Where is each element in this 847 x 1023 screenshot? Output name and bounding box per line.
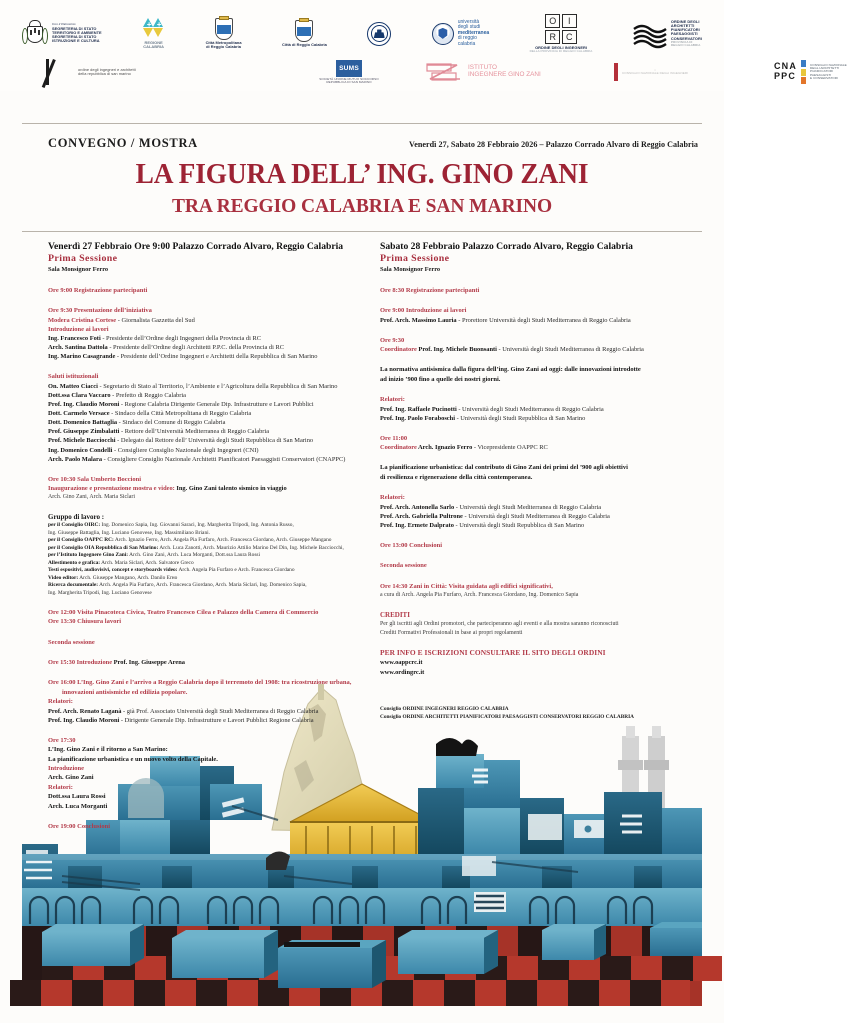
citta-metropolitana-shield-icon (215, 18, 233, 40)
list-item: Prof. Giuseppe Zimbalatti - Rettore dell’Università Mediterranea di Reggio Calabria (48, 428, 270, 436)
universita-mediterranea-text: università degli studi mediterranea di reggio calabria (457, 19, 490, 47)
list-item: per il Consiglio OAPPC RC: Arch. Ignazio Ferro, Arch. Angela Pia Furfaro, Arch. Francesca Giordano, Arch. Giuseppe Mangano (48, 537, 332, 544)
logo-consiglio-nazionale-ingegneri (614, 63, 774, 81)
cnappc-monogram-text: CNA PPC (774, 61, 798, 82)
list-item: Video editor: Arch. Giuseppe Mangano, Arch. Danilo Erно (48, 574, 178, 581)
list-item: Ing. Giuseppe Battaglia, Ing. Luciano Genovese, Ing. Massimiliano Briani. (48, 529, 210, 536)
day-one-moderator: Modera Cristina Cortese - Giornalista Gazzetta del Sud (48, 316, 195, 324)
arcade-band (22, 888, 702, 926)
list-item: Dott. Carmelo Versace - Sindaco della Città Metropolitana di Reggio Calabria (48, 410, 252, 418)
day-one-expo-title: Inaugurazione e presentazione mostra e video: Ing. Gino Zani talento sismico in viaggio (48, 485, 287, 493)
day-one-relatori-label-1730: Relatori: (48, 783, 73, 791)
day-two-topic-930-line1: La normativa antisismica dalla figura dell’ing. Gino Zani ad oggi: dalle innovazioni introdotte (380, 366, 641, 374)
list-item: Prof. Arch. Gabriella Pultrone - Università degli Studi Mediterranea di Reggio Calabria (380, 512, 610, 520)
list-item: per il Consiglio OIRC: Ing. Domenico Sapia, Ing. Giovanni Saraci, Ing. Margherita Tripodi, Ing. Antonia Russo, (48, 522, 294, 529)
list-item: Dott.ssa Clara Vaccaro - Prefetto di Reggio Calabria (48, 391, 186, 399)
list-item: Prof. Ing. Claudio Moroni - Dirigente Generale Dip. Infrastrutture e Lavori Pubblici Regione Calabria (48, 716, 314, 724)
logo-row-bottom (22, 53, 847, 85)
link-oappcrc[interactable]: www.oappcrc.it (380, 659, 423, 667)
list-item: Prof. Ing. Paolo Foraboschi - Università degli Studi Repubblica di San Marino (380, 414, 586, 422)
list-item: per il Consiglio OIA Repubblica di San Marino: Arch. Luca Zanotti, Arch. Maurizio Attilio Marino Del Din, Ing. Michele Bacciocchi, (48, 544, 344, 551)
day-one-greetings-label: Saluti istituzionali (48, 373, 99, 381)
logo-citta-metropolitana (206, 18, 242, 49)
list-item: Ing. Margherita Tripodi, Ing. Luciano Genovese (48, 589, 152, 596)
credits-label: CREDITI (380, 611, 410, 620)
credits-line-1: Per gli iscritti agli Ordini promotori, che parteciperanno agli eventi e alla mostra saranno riconosciuti (380, 621, 619, 628)
day-two-visit-1430: Ore 14:30 Zani in Città: Visita guidata agli edifici significativi, (380, 582, 553, 590)
list-item: Arch. Paolo Malara - Consigliere Consiglio Nazionale Architetti Pianificatori Paesaggisti Conservatori (CNAPPC) (48, 455, 346, 463)
list-item: Testi espositivi, audiovisivi, concept e storyboards video: Arch. Angela Pia Furfaro e Arch. Francesca Giordano (48, 567, 295, 574)
page-title: LA FIGURA DELL’ ING. GINO ZANI (135, 159, 589, 190)
citta-metropolitana-text: Città Metropolitana di Reggio Calabria (205, 39, 242, 50)
list-item: Arch. Santina Dattola - Presidente dell’Ordine degli Architetti P.P.C. della Provincia di RC (48, 344, 284, 352)
logo-universita-seal (367, 22, 391, 46)
day-two-topic-930-line2: ad inizio ’900 fino a quelle dei nostri giorni. (380, 375, 501, 383)
day-one-intro-label-1730: Introduzione (48, 765, 84, 773)
day-one-talk-1600-line2: innovazioni antisismiche ed edilizia popolare. (62, 688, 188, 696)
day-two-relatori-label-1100: Relatori: (380, 494, 405, 502)
list-item: Ricerca documentale: Arch. Angela Pia Furfaro, Arch. Francesca Giordano, Arch. Maria Siclari, Ing. Domenico Sapia, (48, 582, 307, 589)
istituto-gino-zani-text: ISTITUTO INGEGNERE GINO ZANI (468, 64, 541, 79)
day-two-coordinator-930: Coordinatore Prof. Ing. Michele Buonsanti - Università degli Studi Mediterranea di Reggio Calabria (380, 346, 644, 354)
day-two-registration: Ore 8:30 Registrazione partecipanti (380, 286, 480, 294)
cnappc-color-bars-icon (801, 60, 806, 84)
list-item: Arch. Luca Morganti (48, 802, 108, 810)
day-two-coordinator-1100: Coordinatore Arch. Ignazio Ferro - Vicepresidente OAPPC RC (380, 444, 548, 452)
universita-mediterranea-emblem-icon (432, 23, 454, 45)
poster-title-block (0, 160, 724, 217)
oirc-monogram-icon: O I R C (545, 14, 577, 44)
cni-text: ○ CONSIGLIO NAZIONALE DEGLI INGEGNERI (622, 67, 689, 76)
day-two-heading: Sabato 28 Febbraio Palazzo Corrado Alvaro, Reggio Calabria (380, 241, 633, 252)
program-day-one (0, 241, 368, 832)
citta-reggio-calabria-shield-icon (295, 20, 313, 42)
footer-org-1: Consiglio ORDINE INGEGNERI REGGIO CALABRIA (380, 705, 509, 712)
day-one-presentation-time: Ore 9:30 Presentazione dell’iniziativa (48, 307, 152, 315)
logo-universita-mediterranea (432, 20, 489, 47)
list-item: On. Matteo Ciacci - Segretario di Stato al Territorio, l’Ambiente e l’Agricoltura della Repubblica di San Marino (48, 382, 338, 390)
logo-citta-reggio-calabria (282, 20, 327, 47)
san-marino-order-mark-icon (44, 59, 74, 85)
citta-reggio-calabria-text: Città di Reggio Calabria (282, 41, 327, 47)
list-item: Prof. Ing. Claudio Moroni - Regione Calabria Dirigente Generale Dip. Infrastrutture e Lavori Pubblici (48, 401, 314, 409)
day-two-conclusions-1300: Ore 13:00 Conclusioni (380, 541, 442, 549)
link-ordingrc[interactable]: www.ordingrc.it (380, 668, 425, 676)
day-two-time-930: Ore 9:30 (380, 336, 405, 344)
ordine-san-marino-text: ordine degli ingegneri e architetti della repubblica di san marino (78, 66, 136, 77)
cnappc-wave-icon (633, 22, 667, 46)
day-one-registration: Ore 9:00 Registrazione partecipanti (48, 286, 148, 294)
list-item: Ing. Marino Casagrande - Presidente dell’Ordine Ingegneri e Architetti della Repubblica di San Marino (48, 353, 318, 361)
san-marino-crest-icon (22, 19, 48, 49)
san-marino-state-text: Con il Patrocinio SEGRETERIA DI STATO TERRITORIO E AMBIENTE SEGRETERIA DI STATO ISTRUZIONE E CULTURA (52, 22, 102, 44)
list-item: per l’Istituto Ingegnere Gino Zani: Arch. Gino Zani, Arch. Luca Morganti, Dott.ssa Laura Rossi (48, 552, 261, 559)
day-one-intro-1530: Ore 15:30 Introduzione Prof. Ing. Giuseppe Arena (48, 659, 185, 667)
wave-lines-icon (633, 22, 667, 46)
logo-cnappc (774, 60, 847, 84)
ordine-architetti-ppc-text: ORDINE DEGLI ARCHITETTI PIANIFICATORI PAESAGGISTI CONSERVATORI PROVINCIA DI REGGIO CALABRIA (670, 18, 702, 48)
event-venue-line: Venerdì 27, Sabato 28 Febbraio 2026 – Palazzo Corrado Alvaro di Reggio Calabria (409, 140, 698, 149)
logo-regione-calabria (142, 18, 165, 49)
day-one-second-session: Seconda sessione (48, 638, 95, 646)
gino-zani-z-icon (424, 60, 464, 84)
day-one-room: Sala Monsignor Ferro (48, 265, 109, 273)
logo-ordine-ingegneri-rc (530, 14, 593, 53)
list-item: Prof. Arch. Renato Laganà - già Prof. Associato Università degli Studi Mediterranea di Reggio Calabria (48, 707, 319, 715)
regione-calabria-text: REGIONE CALABRIA (143, 39, 164, 50)
list-item: Dott.ssa Laura Rossi (48, 793, 106, 801)
info-label: PER INFO E ISCRIZIONI CONSULTARE IL SITO DEGLI ORDINI (380, 648, 606, 657)
day-two-time-1100: Ore 11:00 (380, 434, 408, 442)
list-item: Dott. Domenico Battaglia - Sindaco del Comune di Reggio Calabria (48, 419, 226, 427)
credits-line-2: Crediti Formativi Professionali in base ai propri regolamenti (380, 629, 523, 636)
day-two-intro-speaker: Prof. Arch. Massimo Lauria - Prorettore Università degli Studi Mediterranea di Reggio Calabria (380, 316, 631, 324)
day-two-second-session: Seconda sessione (380, 562, 427, 570)
divider-under-title (22, 231, 702, 232)
event-kicker: CONVEGNO / MOSTRA (48, 136, 198, 150)
list-item: Allestimento e grafica: Arch. Maria Siclari, Arch. Salvatore Greco (48, 559, 194, 566)
day-one-expo-time: Ore 10:30 Sala Umberto Boccioni (48, 475, 142, 483)
cnappc-text: CONSIGLIO NAZIONALE DEGLI ARCHITETTI PIANIFICATORI PAESAGGISTI E CONSERVATORI (810, 62, 847, 81)
list-item: Ing. Francesco Foti - Presidente dell’Ordine degli Ingegneri della Provincia di RC (48, 335, 261, 343)
page-subtitle: TRA REGGIO CALABRIA E SAN MARINO (171, 194, 553, 217)
header-line (48, 136, 698, 151)
day-two-session: Prima Sessione (380, 252, 450, 264)
list-item: Prof. Ing. Ermete Dalprato - Università degli Studi Repubblica di San Marino (380, 521, 585, 529)
logo-istituto-gino-zani (424, 60, 614, 84)
day-two-topic-1100-line1: La pianificazione urbanistica: dal contributo di Gino Zani dei primi del ’900 agli obiettivi (380, 464, 628, 472)
day-one-expo-curators: Arch. Gino Zani, Arch. Maria Siclari (48, 494, 136, 501)
cni-bar-icon (614, 63, 618, 81)
day-one-intro-label: Introduzione ai lavori (48, 325, 109, 333)
day-two-topic-1100-line2: di resilienza e rigenerazione della città contemporanea. (380, 473, 533, 481)
logo-ordine-san-marino (44, 59, 274, 85)
sums-text: SOCIETÀ UNIONE MUTUO SOCCORSO REPUBBLICA DI SAN MARINO (319, 76, 379, 85)
day-one-session: Prima Sessione (48, 252, 118, 264)
day-one-time-1730: Ore 17:30 (48, 736, 76, 744)
universita-seal-icon (367, 22, 391, 46)
regione-calabria-icon: + + (142, 18, 165, 40)
oirc-text: ORDINE DEGLI INGEGNERI DELLA PROVINCIA DI REGGIO CALABRIA (529, 44, 593, 53)
day-two-relatori-label-930: Relatori: (380, 396, 405, 404)
day-one-heading: Venerdì 27 Febbraio Ore 9:00 Palazzo Corrado Alvaro, Reggio Calabria (48, 241, 344, 252)
day-one-talk-1600-line1: Ore 16:00 L’Ing. Gino Zani e l’arrivo a Reggio Calabria dopo il terremoto del 1908: tra ricostruzione urbana, (48, 679, 352, 687)
sponsor-logo-bar (0, 0, 847, 91)
program-columns (0, 241, 724, 832)
logo-san-marino-state (22, 19, 102, 49)
day-one-talk-1730-line1: L’Ing. Gino Zani e il ritorno a San Marino: (48, 746, 168, 754)
list-item: Prof. Michele Bacciocchi - Delegato dal Rettore dell’ Università degli Studi Repubblica di San Marino (48, 437, 314, 445)
list-item: Ing. Domenico Condelli - Consigliere Consiglio Nazionale degli Ingegneri (CNI) (48, 446, 259, 454)
day-two-room: Sala Monsignor Ferro (380, 265, 441, 273)
logo-sums (274, 60, 424, 85)
day-one-conclusions: Ore 19:00 Conclusioni (48, 823, 110, 831)
day-two-visit-1430-curators: a cura di Arch. Angela Pia Furfaro, Arch. Francesca Giordano, Ing. Domenico Sapia (380, 592, 579, 599)
program-day-two (368, 241, 724, 832)
list-item: Prof. Ing. Raffaele Pucinotti - Università degli Studi Mediterranea di Reggio Calabria (380, 405, 604, 413)
work-group-label: Gruppo di lavoro : (48, 512, 105, 521)
day-one-talk-1730-line2: La pianificazione urbanistica e un nuovo volto della Capitale. (48, 755, 218, 763)
day-one-intro-name-1730: Arch. Gino Zani (48, 774, 94, 782)
logo-row-top (22, 14, 702, 53)
day-one-relatori-label-1600: Relatori: (48, 698, 73, 706)
day-two-intro-time: Ore 9:00 Introduzione ai lavori (380, 307, 467, 315)
footer-org-2: Consiglio ORDINE ARCHITETTI PIANIFICATORI PAESAGGISTI CONSERVATORI REGGIO CALABRIA (380, 713, 634, 720)
sums-icon: SUMS (336, 60, 362, 77)
list-item: Prof. Arch. Antonella Sarlo - Università degli Studi Mediterranea di Reggio Calabria (380, 503, 602, 511)
logo-ordine-architetti-ppc (633, 20, 702, 48)
day-one-close-1330: Ore 13:30 Chiusura lavori (48, 618, 122, 626)
divider-top (22, 123, 702, 124)
day-one-visit-1200: Ore 12:00 Visita Pinacoteca Civica, Teatro Francesco Cilea e Palazzo della Camera di Commercio (48, 608, 319, 616)
